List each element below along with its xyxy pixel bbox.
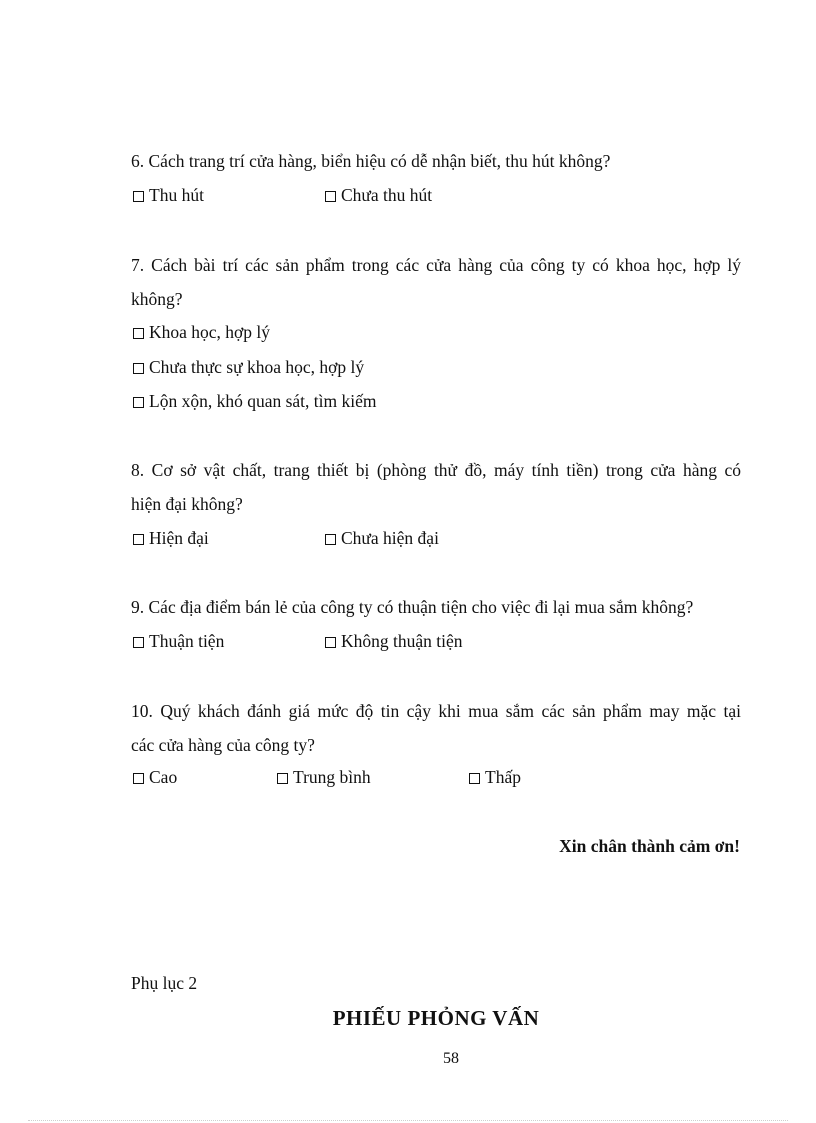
checkbox-icon[interactable] xyxy=(469,773,480,784)
option-label: Hiện đại xyxy=(149,528,209,548)
checkbox-icon[interactable] xyxy=(133,637,144,648)
option-label: Không thuận tiện xyxy=(341,631,463,651)
question-9-text: 9. Các địa điểm bán lẻ của công ty có thuận tiện cho việc đi lại mua sắm không? xyxy=(131,597,694,617)
option-label: Chưa hiện đại xyxy=(341,528,439,548)
checkbox-option[interactable] xyxy=(325,184,432,206)
question-7-text-line-2: không? xyxy=(131,289,183,309)
checkbox-icon[interactable] xyxy=(133,328,144,339)
question-8-text-line-1: 8. Cơ sở vật chất, trang thiết bị (phòng thử đồ, máy tính tiền) trong cửa hàng có xyxy=(131,460,741,480)
option-label: Lộn xộn, khó quan sát, tìm kiếm xyxy=(149,391,377,411)
question-10-text-line-1: 10. Quý khách đánh giá mức độ tin cậy khi mua sắm các sản phẩm may mặc tại xyxy=(131,701,741,721)
option-label: Chưa thực sự khoa học, hợp lý xyxy=(149,357,365,377)
checkbox-option[interactable] xyxy=(133,184,204,206)
checkbox-icon[interactable] xyxy=(133,363,144,374)
checkbox-option[interactable] xyxy=(133,390,376,412)
question-7-text-line-1: 7. Cách bài trí các sản phẩm trong các cửa hàng của công ty có khoa học, hợp lý xyxy=(131,255,741,275)
option-label: Trung bình xyxy=(293,767,371,787)
appendix-label: Phụ lục 2 xyxy=(131,973,198,993)
question-10-text-line-2: các cửa hàng của công ty? xyxy=(131,735,315,755)
checkbox-option[interactable] xyxy=(133,527,209,549)
section-title: PHIẾU PHỎNG VẤN xyxy=(332,1006,540,1030)
option-label: Thu hút xyxy=(149,185,204,205)
checkbox-icon[interactable] xyxy=(325,637,336,648)
checkbox-option[interactable] xyxy=(133,630,224,652)
option-label: Thuận tiện xyxy=(149,631,225,651)
option-label: Cao xyxy=(149,767,178,787)
checkbox-icon[interactable] xyxy=(277,773,288,784)
question-6-text: 6. Cách trang trí cửa hàng, biển hiệu có dễ nhận biết, thu hút không? xyxy=(131,151,611,171)
checkbox-option[interactable] xyxy=(469,766,521,788)
option-label: Chưa thu hút xyxy=(341,185,433,205)
checkbox-icon[interactable] xyxy=(325,191,336,202)
option-label: Thấp xyxy=(485,767,521,787)
checkbox-icon[interactable] xyxy=(133,191,144,202)
checkbox-icon[interactable] xyxy=(133,534,144,545)
checkbox-option[interactable] xyxy=(325,630,463,652)
checkbox-option[interactable] xyxy=(325,527,439,549)
checkbox-option[interactable] xyxy=(133,356,364,378)
option-label: Khoa học, hợp lý xyxy=(149,322,271,342)
checkbox-icon[interactable] xyxy=(325,534,336,545)
checkbox-icon[interactable] xyxy=(133,773,144,784)
question-8-text-line-2: hiện đại không? xyxy=(131,494,243,514)
footer-divider xyxy=(28,1120,788,1121)
checkbox-icon[interactable] xyxy=(133,397,144,408)
checkbox-option[interactable] xyxy=(133,766,177,788)
checkbox-option[interactable] xyxy=(277,766,371,788)
page-number: 58 xyxy=(443,1050,459,1067)
closing-thanks: Xin chân thành cảm ơn! xyxy=(559,836,740,856)
checkbox-option[interactable] xyxy=(133,321,270,343)
